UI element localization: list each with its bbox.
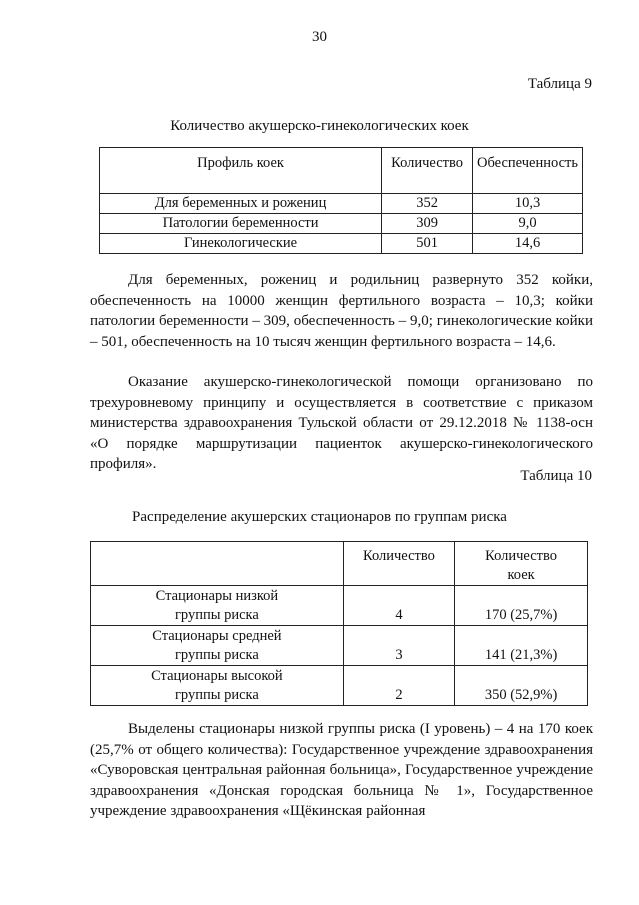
table9-label: Таблица 9 [527, 76, 592, 92]
table9-header-profile: Профиль коек [100, 148, 382, 194]
paragraph-organization-text: Оказание акушерско-гинекологической помощи организовано по трехуровневому принципу и осуществляется в соответствие с приказом министерства здравоохранения Тульской области от 29.12.2018 № 1138-осн «О порядке маршрутизации пациенток акушерско-гинекологического профиля». [90, 374, 593, 472]
table10-header-count: Количество [343, 542, 454, 586]
table10-cell: 4 [343, 586, 454, 626]
table10-header-beds: Количество коек [455, 542, 588, 586]
table-row [91, 666, 588, 706]
table10-cell: Стационары низкой группы риска [91, 586, 344, 626]
table10-header-row [91, 542, 588, 586]
paragraph-organization [90, 372, 593, 475]
table-row [100, 214, 583, 234]
table9-cell: 352 [382, 194, 473, 214]
table10-cell: 2 [343, 666, 454, 706]
paragraph-low-risk-text: Выделены стационары низкой группы риска (I уровень) – 4 на 170 коек (25,7% от общего количества): Государственное учреждение здравоохранения «Суворовская центральная районная больница», Государственное учреждение здравоохранения «Донская городская больница № 1», Государственное учреждение здравоохранения «Щёкинская районная [90, 721, 593, 819]
table10-cell: 350 (52,9%) [455, 666, 588, 706]
table-row [91, 626, 588, 666]
paragraph-beds-text: Для беременных, рожениц и родильниц развернуто 352 койки, обеспеченность на 10000 женщин фертильного возраста – 10,3; койки патологии беременности – 309, обеспеченность – 9,0; гинекологические койки – 501, обеспеченность на 10 тысяч женщин фертильного возраста – 14,6. [90, 272, 593, 350]
table9-cell: Патологии беременности [100, 214, 382, 234]
paragraph-beds [90, 270, 593, 352]
table10-cell: Стационары средней группы риска [91, 626, 344, 666]
table10-title: Распределение акушерских стационаров по группам риска [132, 509, 507, 525]
table9 [99, 147, 583, 254]
table9-cell: 9,0 [473, 214, 583, 234]
table9-header-row [100, 148, 583, 194]
page-number: 30 [312, 29, 327, 45]
table10-label: Таблица 10 [520, 468, 592, 484]
table9-header-provision: Обеспеченность [473, 148, 583, 194]
table9-cell: 309 [382, 214, 473, 234]
table-row [100, 234, 583, 254]
table10-cell: 3 [343, 626, 454, 666]
paragraph-low-risk [90, 719, 593, 822]
table10-cell: Стационары высокой группы риска [91, 666, 344, 706]
table9-cell: 14,6 [473, 234, 583, 254]
table9-cell: Для беременных и рожениц [100, 194, 382, 214]
table9-cell: 10,3 [473, 194, 583, 214]
table10-header-empty [91, 542, 344, 586]
table9-title: Количество акушерско-гинекологических коек [170, 118, 469, 134]
table10-cell: 170 (25,7%) [455, 586, 588, 626]
table-row [91, 586, 588, 626]
table10 [90, 541, 588, 706]
table9-cell: 501 [382, 234, 473, 254]
table9-cell: Гинекологические [100, 234, 382, 254]
table10-cell: 141 (21,3%) [455, 626, 588, 666]
table-row [100, 194, 583, 214]
table9-header-count: Количество [382, 148, 473, 194]
